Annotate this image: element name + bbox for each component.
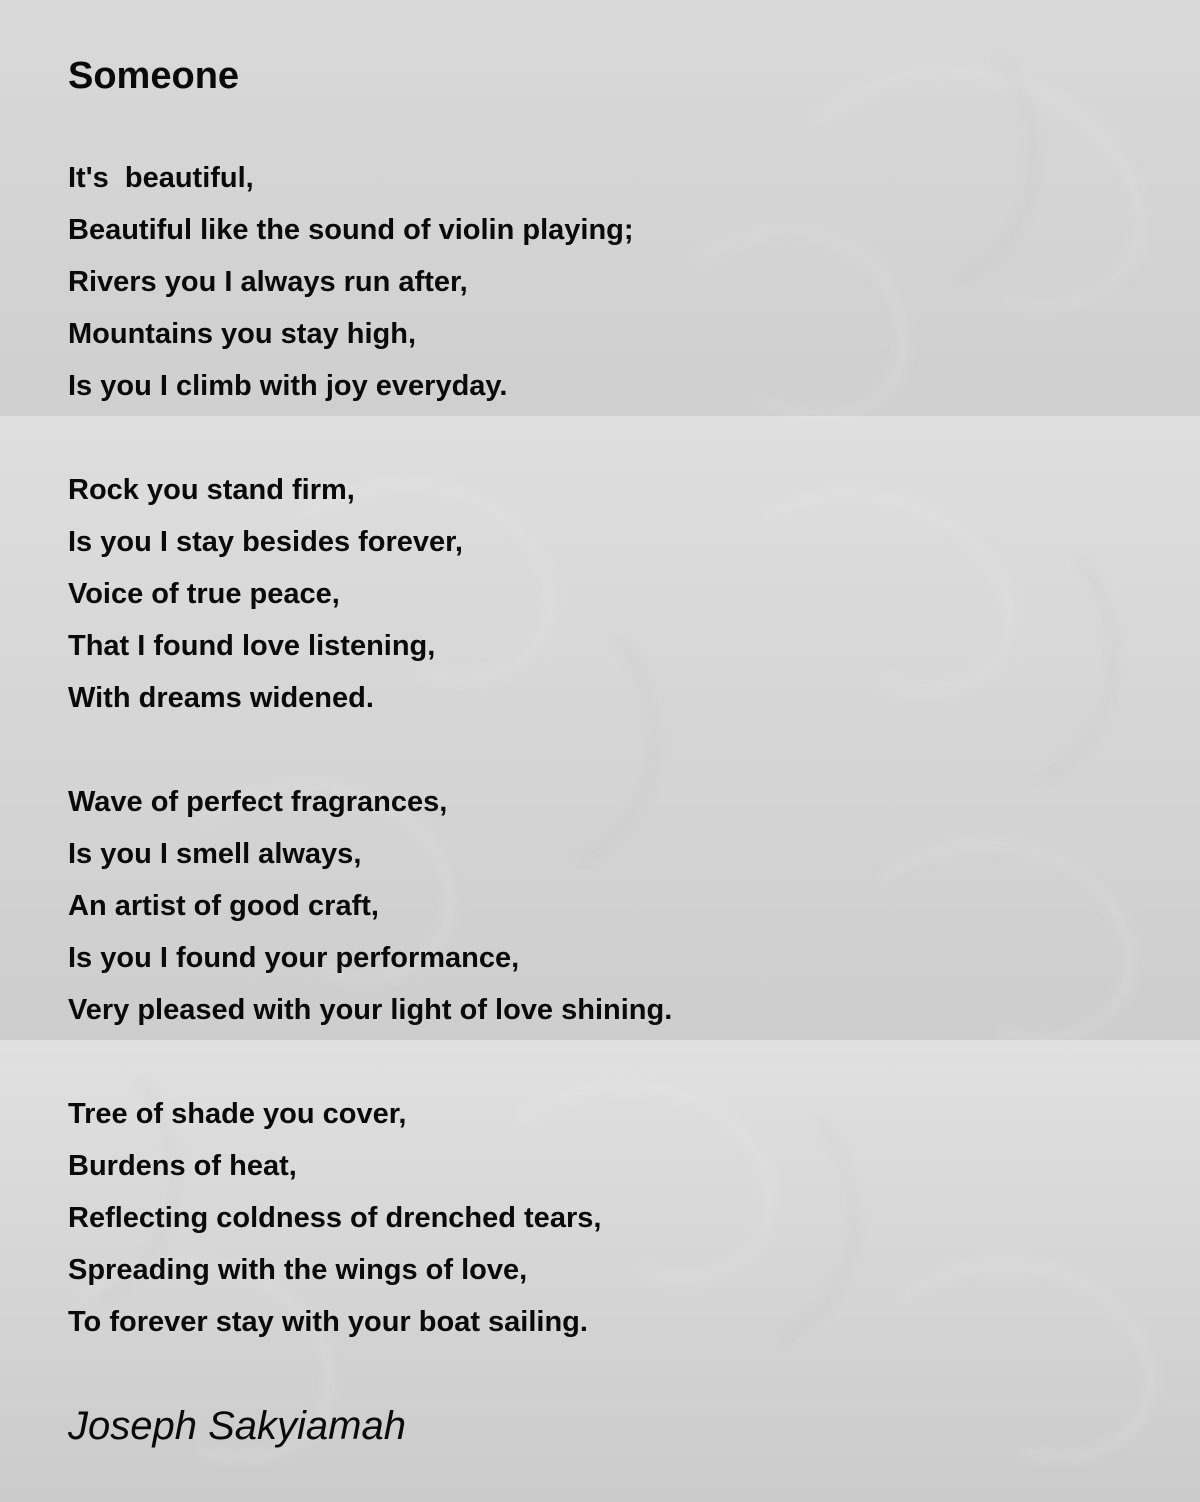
poem-line: With dreams widened. — [68, 682, 374, 714]
poem-line: It's beautiful, — [68, 162, 254, 194]
poem-author: Joseph Sakyiamah — [68, 1404, 406, 1448]
poem-line: Very pleased with your light of love shining. — [68, 994, 673, 1026]
poem-line: Mountains you stay high, — [68, 318, 417, 350]
poem-body — [68, 152, 1148, 1348]
poem-line: Is you I smell always, — [68, 838, 362, 870]
poem-line: Tree of shade you cover, — [68, 1098, 407, 1130]
poem-line: An artist of good craft, — [68, 890, 379, 922]
poem-line: Reflecting coldness of drenched tears, — [68, 1202, 602, 1234]
poem-line: Wave of perfect fragrances, — [68, 786, 448, 818]
poem-line: Rock you stand firm, — [68, 474, 355, 506]
stanza-3 — [68, 776, 1148, 1036]
poem-line: Is you I climb with joy everyday. — [68, 370, 508, 402]
poem-line: Is you I stay besides forever, — [68, 526, 463, 558]
poem-title: Someone — [68, 55, 240, 97]
poem-line: Beautiful like the sound of violin playing; — [68, 214, 634, 246]
poem-line: To forever stay with your boat sailing. — [68, 1306, 588, 1338]
poem-line: Voice of true peace, — [68, 578, 340, 610]
poem-line: That I found love listening, — [68, 630, 436, 662]
poem-line: Rivers you I always run after, — [68, 266, 468, 298]
poem-line: Burdens of heat, — [68, 1150, 297, 1182]
poem-page — [68, 50, 1148, 1452]
stanza-1 — [68, 152, 1148, 412]
stanza-4 — [68, 1088, 1148, 1348]
poem-line: Is you I found your performance, — [68, 942, 520, 974]
stanza-2 — [68, 464, 1148, 724]
poem-line: Spreading with the wings of love, — [68, 1254, 528, 1286]
